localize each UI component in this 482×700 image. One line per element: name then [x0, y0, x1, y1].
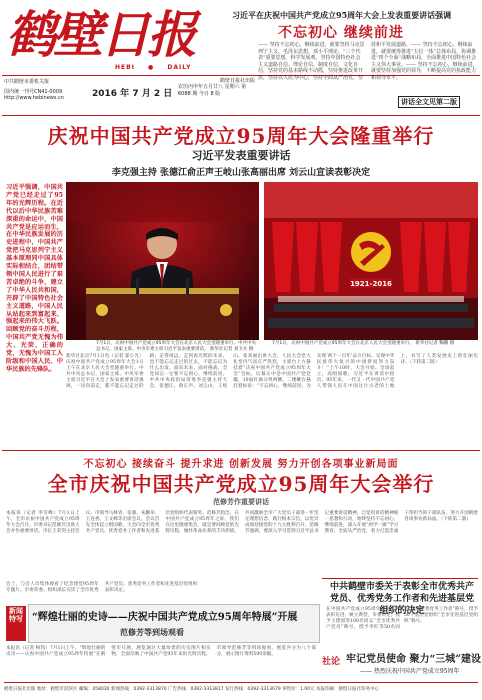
second-body: 本报讯（记者 李雪峰）7月1日上午，全市庆祝中国共产党成立95周年大会召开。市委书记范修芳出席大会并作重要讲话。市长王荣剑主持会议。市领导马林青、张强、朱鹏举、王连香、王文峰等出席会议。会议首先全体起立唱国歌，大会向全市优秀共产党员、优秀党务工作者和先进基层党组织代表颁奖。范修芳指出，在中国共产党成立95周年之际，我们在这里隆重集会，就是要回顾党的光辉历程，缅怀革命先辈的丰功伟绩，共同激励全市广大党员干部进一步坚定理想信念、践行根本宗旨，以优异成绩迎接党的十九大胜利召开。范修芳强调，要深入学习贯彻习近平总书记重要讲话精神，自觉用讲话精神统一思想和行动，始终坚持不忘初心、继续前进，深入开展“两学一做”学习教育，全面从严治党，着力打造忠诚干净担当的干部队伍，努力开创鹤壁各项事业新局面。（下转第二版）	[6, 511, 478, 534]
lead-left-column: 习近平强调，中国共产党已经走过了95年的光辉历程。在近代以后中华民族苦难深重的命运中，中国共产党是应运而生，在中华民族发展的历史进程中，中国共产党把马克思列宁主义基本原理同中国具体实际相结合，团结带领中国人民进行了艰苦卓绝的斗争，建立了中华人民共和国，开辟了中国特色社会主义道路，中国人民从站起来到富起来、强起来的伟大飞跃。回顾党的奋斗历程，中国共产党无愧为伟大、光荣、正确的党，无愧为中国工人阶级和中国人民、中华民族的先锋队。	[6, 184, 63, 373]
photo-hall	[264, 182, 478, 340]
masthead-en-right: DAILY	[167, 64, 192, 71]
section-rule	[2, 115, 480, 116]
party-line: 中共鹤壁市委机关报	[4, 79, 50, 85]
speech-text-badge: 讲话全文见第二版	[398, 96, 460, 108]
photo-speaker-caption: 7月1日，庆祝中国共产党成立95周年大会在北京人民大会堂隆重举行。中共中央总书记、国家主席、中央军委主席习近平发表重要讲话。 新华社记者 刘卫兵 摄	[96, 341, 256, 352]
publisher-note: 鹤壁日报社出版	[220, 78, 256, 84]
topright-title: 不忘初心 继续前进	[278, 25, 404, 41]
website: http://www.hebinews.cn	[4, 95, 64, 101]
footer: 鹤壁日报社出版 地址：鹤壁市淇滨区 邮编：458030 新闻热线：0392-3313870 广告热线：0392-3313817 发行热线：0392-3313679 零售价：1.00元 本报印刷：鹤壁日报社印务中心	[4, 682, 478, 692]
commentary-subtitle: —— 热烈庆祝中国共产党成立95周年	[360, 668, 460, 675]
lead-body: 新华社北京7月1日电（记者 霍小光）庆祝中国共产党成立95周年大会1日上午在北京人民大会堂隆重举行。中共中央总书记、国家主席、中央军委主席习近平在大会上发表重要讲话强调，一切向前走，都不能忘记走过的路；走得再远、走到再光辉的未来，也不能忘记走过的过去，不能忘记为什么出发。面向未来，面对挑战，全党同志一定要不忘初心、继续前进。中共中央政治局常委李克强主持大会，张德江、俞正声、刘云山、王岐山、张高丽出席大会。人民大会堂大礼堂内气氛庄严热烈，主席台上方悬挂着“庆祝中国共产党成立95周年大会”会标，后幕正中是中国共产党党徽，10面红旗分列两侧。二楼眺台悬挂着标语：“不忘初心，继续前进，为实现‘两个一百年’奋斗目标、实现中华民族伟大复兴的中国梦而努力奋斗！”上午10时，大会开始。全场起立，高唱国歌。习近平在讲话中指出，95年来，一代又一代中国共产党人带领人民在中国这片古老的土地上，书写了人类发展史上的壮丽史诗。（下转第二版）	[66, 354, 478, 389]
second-slogan: 不忘初心 接续奋斗 提升求进 创新发展 努力开创各项事业新局面	[83, 459, 399, 470]
issue-date: 2016 年 7 月 2 日	[92, 89, 173, 99]
feature-byline: 范修芳等到场观看	[120, 627, 184, 637]
lead-headline: 庆祝中国共产党成立95周年大会隆重举行	[47, 124, 435, 148]
feature-tag: 新闻特写	[6, 606, 26, 641]
section-rule-2	[2, 450, 480, 451]
speaker-photo-icon	[66, 182, 259, 340]
feature-body: 本报讯（记者 杨凯）7月1日上午，“辉煌壮丽的史诗——庆祝中国共产党成立95周年特展”在鹤壁市开展。展览通过大量珍贵的历史图片和实物，全面反映了中国共产党95年来的光辉历程。市领导范修芳等到场观看。展览共分为八个部分，展示图片资料500余幅。	[6, 646, 316, 657]
masthead-en-left: HEBI	[115, 64, 135, 71]
hall-logo-text: 1921-2016	[350, 280, 392, 288]
second-byline: 范修芳作重要讲话	[213, 497, 269, 506]
rightbox-title: 中共鹤壁市委关于表彰全市优秀共产党员、优秀党务工作者和先进基层党组织的决定	[329, 582, 474, 616]
topright-kicker: 习近平在庆祝中国共产党成立95周年大会上发表重要讲话强调	[232, 10, 452, 20]
feature-title: “辉煌壮丽的史诗——庆祝中国共产党成立95周年特展”开展	[32, 612, 298, 623]
topright-body: —— 坚持不忘初心、继续前进，就要坚持马克思列宁主义、毛泽东思想、邓小平理论、“三个代表”重要思想、科学发展观，坚持中国特色社会主义道路自信、理论自信、制度自信、文化自信，坚持党的基本路线不动摇，坚持推进改革开放，坚持以人民为中心，坚持全面从严治党，坚持和平发展道路。—— 坚持不忘初心、继续前进，就要统筹推进“五位一体”总体布局，协调推进“四个全面”战略布局，全面推进中国特色社会主义伟大事业。—— 坚持不忘初心、继续前进，就要坚持加强党的领导，不断提高党的执政能力和领导水平。	[258, 42, 478, 81]
second-headline: 全市庆祝中国共产党成立95周年大会举行	[47, 472, 435, 496]
photo-speaker	[66, 182, 259, 340]
second-body-b: 会上，与会人员集体观看了纪念建党95周年专题片。市委常委、组织部长宣读了全市优秀共产党员、优秀党务工作者和先进基层党组织表彰决定。	[6, 582, 198, 593]
lead-subheadline-2: 李克强主持 张德江俞正声王岐山张高丽出席 刘云山宣读表彰决定	[111, 168, 371, 178]
rightbox-body: 在中国共产党成立95周年之际，为表彰先进，树立典型，市委决定，授予王建国等100名同志“全市优秀共产党员”称号，授予李红等50名同志“全市优秀党务工作者”称号，授予50个基层党组织“全市先进基层党组织”称号。	[326, 607, 478, 630]
hall-photo-icon	[264, 182, 478, 340]
issue-code: 国内统一刊号CN41-0009	[4, 89, 63, 95]
masthead-logo-icon: ●	[148, 64, 155, 71]
rightbox-rule	[322, 578, 478, 579]
photo-hall-caption: 7月1日，庆祝中国共产党成立95周年大会在北京人民大会堂隆重举行。 新华社记者 鞠鹏 摄	[272, 341, 455, 346]
masthead-title: 鹤壁日报	[6, 5, 194, 64]
masthead-english	[115, 64, 191, 71]
lead-subheadline: 习近平发表重要讲话	[191, 149, 291, 162]
commentary-title: 牢记党员使命 聚力“三城”建设	[346, 654, 481, 665]
issue-pubinfo: 农历丙申年五月廿八 星期六 第 6088 期 今日 8 版	[178, 84, 247, 97]
commentary-tag: 社论	[322, 657, 341, 667]
